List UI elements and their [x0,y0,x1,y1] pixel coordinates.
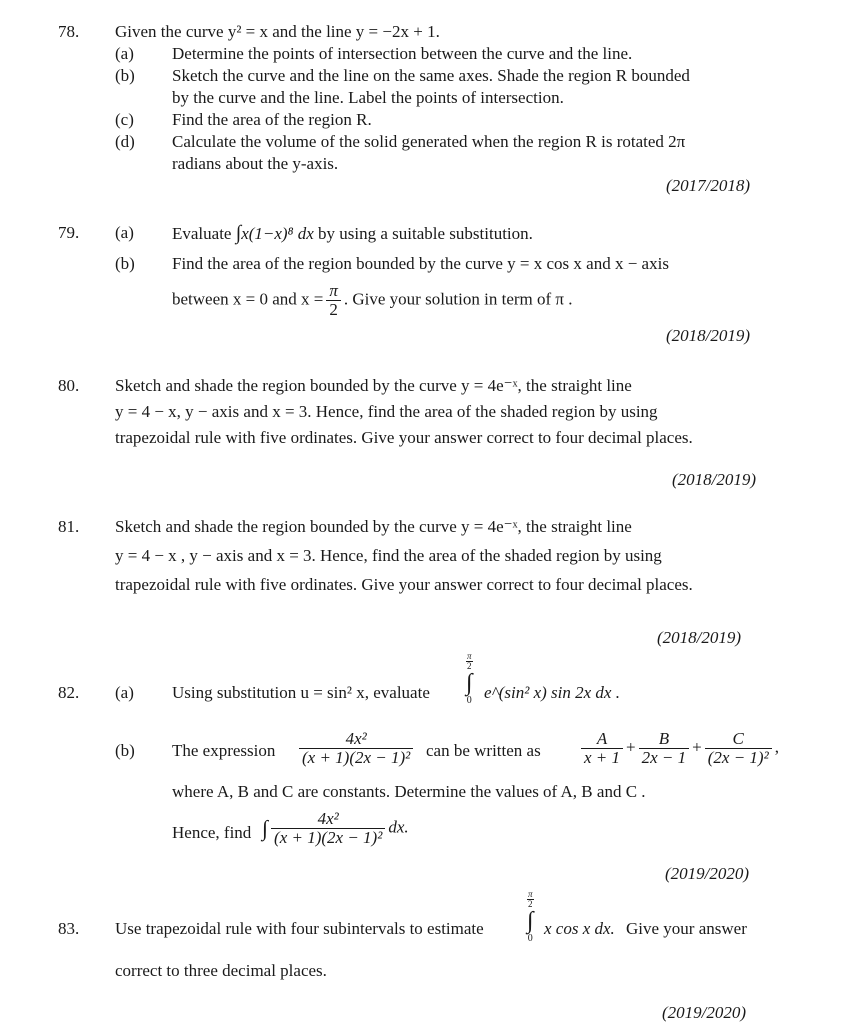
q78-b-text-1: Sketch the curve and the line on the same axes. Shade the region R bounded [172,66,690,85]
q82-b-mid: can be written as [426,741,541,760]
q80-line-2: y = 4 − x, y − axis and x = 3. Hence, find the area of the shaded region by using [115,402,658,421]
q82-b-B-den: 2x − 1 [641,748,687,767]
q78-d-text-2: radians about the y-axis. [172,154,339,173]
q82-b-end: , [774,737,779,757]
q83-year: (2019/2020) [662,1003,747,1022]
q79-b-label: (b) [115,254,135,273]
q79-b-line2 [172,282,573,319]
q83-number: 83. [58,919,80,938]
q78-stem: Given the curve y² = x and the line y = −2x + 1. [115,22,440,41]
q79-b-line1: Find the area of the region bounded by the curve y = x cos x and x − axis [172,254,669,273]
q82-b-hence-num: 4x² [271,810,385,829]
q78-d-text-1: Calculate the volume of the solid generated when the region R is rotated 2π [172,132,686,151]
q78-number: 78. [58,22,80,41]
q82-b-partial-fractions [578,730,779,767]
q82-a-integrand: e^(sin² x) sin 2x dx . [484,683,620,702]
q80-line-1: Sketch and shade the region bounded by the curve y = 4e⁻ˣ, the straight line [115,376,632,395]
definite-integral-icon: $\frac{\pi}{2}$ ∫ 0 [466,651,473,706]
q81-line-1: Sketch and shade the region bounded by the curve y = 4e⁻ˣ, the straight line [115,517,632,536]
integral-sign-icon: ∫ [235,222,242,244]
q83-post: Give your answer [626,919,747,938]
q82-number: 82. [58,683,80,702]
q83-integrand: x cos x dx. [544,919,615,938]
q83-integral [527,890,536,945]
q79-b-line2-pre: between x = 0 and x = [172,289,324,309]
q78-d-label: (d) [115,132,135,151]
q79-frac-num: π [326,282,341,301]
q79-a-post: by using a suitable substitution. [318,224,533,243]
q82-lower-limit: 0 [466,695,472,706]
q78-c-label: (c) [115,110,134,129]
q79-number: 79. [58,223,80,242]
q83-lower-limit: 0 [527,933,533,944]
q79-frac-den: 2 [329,300,338,319]
q82-a-pre: Using substitution u = sin² x, evaluate [172,683,430,702]
q81-number: 81. [58,517,80,536]
q80-number: 80. [58,376,80,395]
q83-upper-limit: $\frac{\pi}{2}$ [528,889,533,909]
q82-b-hence-integral [262,810,409,847]
q82-b-A: A [581,730,623,749]
q79-a-integrand: x(1−x)⁸ dx [241,224,314,243]
q79-year: (2018/2019) [666,326,751,345]
q82-b-pre: The expression [172,741,276,760]
q82-b-C-den: (2x − 1)² [707,748,769,767]
q78-b-text-2: by the curve and the line. Label the points of intersection. [172,88,564,107]
q82-b-hence: Hence, find [172,823,252,842]
q79-a-text [172,223,533,244]
q82-a-integral [466,652,475,707]
pi-over-2-fraction [326,282,341,319]
q82-upper-limit: $\frac{\pi}{2}$ [467,651,472,671]
q82-b-label: (b) [115,741,135,760]
q81-line-2: y = 4 − x , y − axis and x = 3. Hence, find the area of the shaded region by using [115,546,662,565]
q79-a-label: (a) [115,223,134,242]
q82-b-A-den: x + 1 [584,748,621,767]
q83-pre: Use trapezoidal rule with four subintervals to estimate [115,919,484,938]
integral-sign-icon: ∫ [262,815,269,841]
definite-integral-icon: $\frac{\pi}{2}$ ∫ 0 [527,889,534,944]
q83-line2: correct to three decimal places. [115,961,327,980]
q82-b-expression [296,730,416,767]
q82-year: (2019/2020) [665,864,750,883]
q80-year: (2018/2019) [672,470,757,489]
q78-a-label: (a) [115,44,134,63]
plus-sign: + [626,737,636,757]
plus-sign: + [692,737,702,757]
q79-a-pre: Evaluate [172,224,232,243]
q78-b-label: (b) [115,66,135,85]
q78-c-text: Find the area of the region R. [172,110,372,129]
q79-b-line2-post: . Give your solution in term of π . [343,289,573,309]
q81-line-3: trapezoidal rule with five ordinates. Give your answer correct to four decimal places. [115,575,693,594]
q82-b-hence-den: (x + 1)(2x − 1)² [274,828,383,847]
q82-b-line2: where A, B and C are constants. Determine the values of A, B and C . [172,782,646,801]
q82-b-expr-den: (x + 1)(2x − 1)² [302,748,411,767]
q80-line-3: trapezoidal rule with five ordinates. Give your answer correct to four decimal places. [115,428,693,447]
q82-b-hence-dx: dx. [388,817,409,837]
q82-b-C: C [705,730,772,749]
q81-year: (2018/2019) [657,628,742,647]
q82-b-B: B [639,730,690,749]
q82-a-label: (a) [115,683,134,702]
q82-b-expr-num: 4x² [299,730,413,749]
q78-year: (2017/2018) [666,176,751,195]
q78-a-text: Determine the points of intersection between the curve and the line. [172,44,633,63]
